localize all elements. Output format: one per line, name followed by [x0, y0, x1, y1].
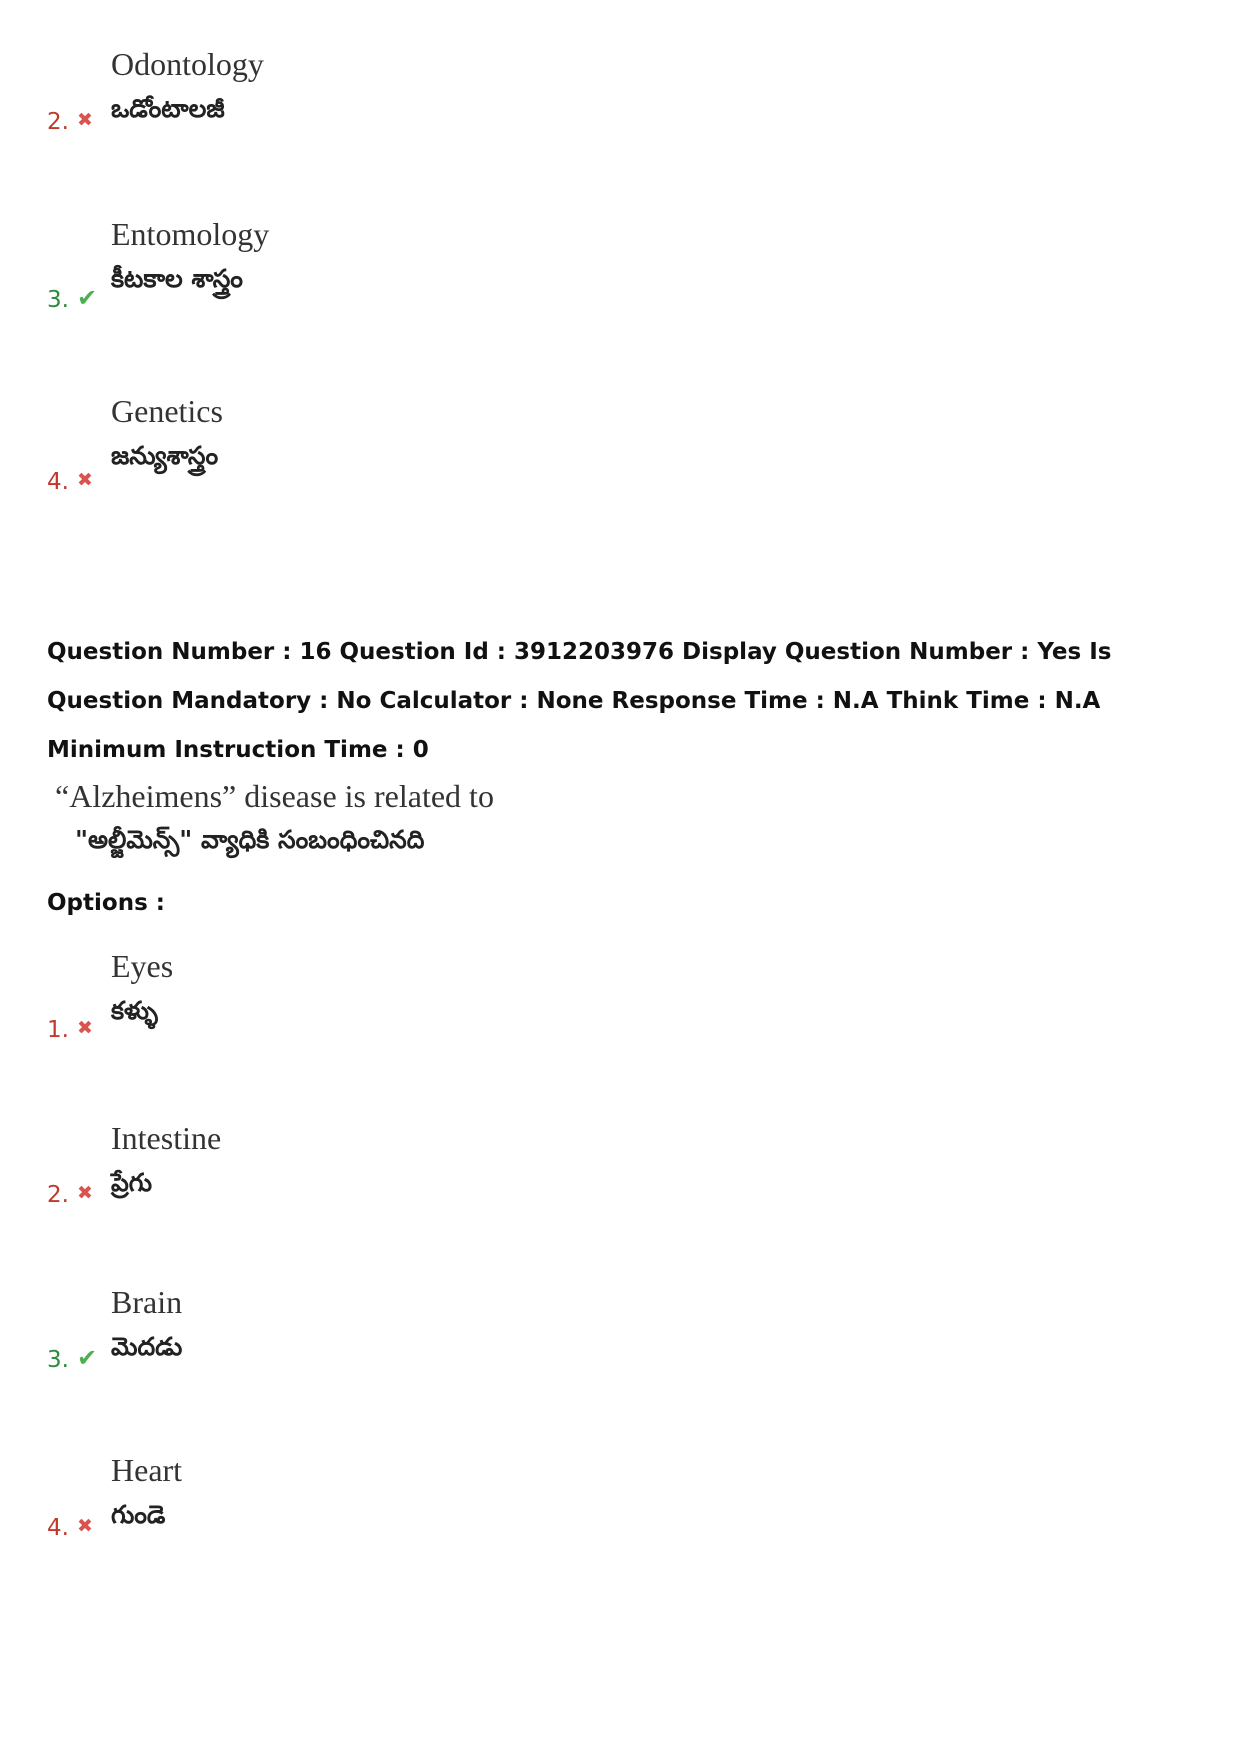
- check-icon: ✔: [77, 284, 98, 312]
- options-label: Options :: [47, 890, 165, 916]
- option-telugu: గుండె: [111, 1500, 166, 1529]
- option-telugu: మెదడు: [111, 1332, 183, 1361]
- question-stem-english: “Alzheimens” disease is related to: [55, 778, 494, 814]
- option-telugu: ప్రేగు: [111, 1168, 153, 1197]
- option-number: 3.: [47, 1347, 69, 1373]
- option-telugu: కళ్ళు: [111, 996, 158, 1025]
- option-english: Eyes: [111, 948, 174, 984]
- option-telugu: కీటకాల శాస్త్రం: [111, 264, 243, 293]
- option-telugu: జన్యుశాస్త్రం: [111, 441, 219, 470]
- cross-icon: ✖: [77, 1515, 93, 1537]
- cross-icon: ✖: [77, 1182, 93, 1204]
- option-english: Brain: [111, 1284, 183, 1320]
- option-english: Heart: [111, 1452, 183, 1488]
- cross-icon: ✖: [77, 109, 93, 131]
- option-number: 4.: [47, 1515, 69, 1541]
- option-number: 2.: [47, 1182, 69, 1208]
- option-english: Genetics: [111, 393, 223, 429]
- option-number: 3.: [47, 287, 69, 313]
- option-english: Odontology: [111, 46, 264, 82]
- option-number: 4.: [47, 469, 69, 495]
- cross-icon: ✖: [77, 469, 93, 491]
- question-info: Question Number : 16 Question Id : 3912203976 Display Question Number : Yes Is Question Mandatory : No Calculator : None Response Time : N.A Think Time : N.A Minimum Instruction Time : 0: [47, 639, 1112, 763]
- check-icon: ✔: [77, 1344, 98, 1372]
- option-english: Entomology: [111, 216, 270, 252]
- option-number: 1.: [47, 1017, 69, 1043]
- option-english: Intestine: [111, 1120, 222, 1156]
- cross-icon: ✖: [77, 1017, 93, 1039]
- question-stem-telugu: "అల్జీమెన్స్" వ్యాధికి సంబంధించినది: [75, 825, 425, 854]
- option-number: 2.: [47, 109, 69, 135]
- option-telugu: ఒడోంటాలజీ: [111, 94, 225, 123]
